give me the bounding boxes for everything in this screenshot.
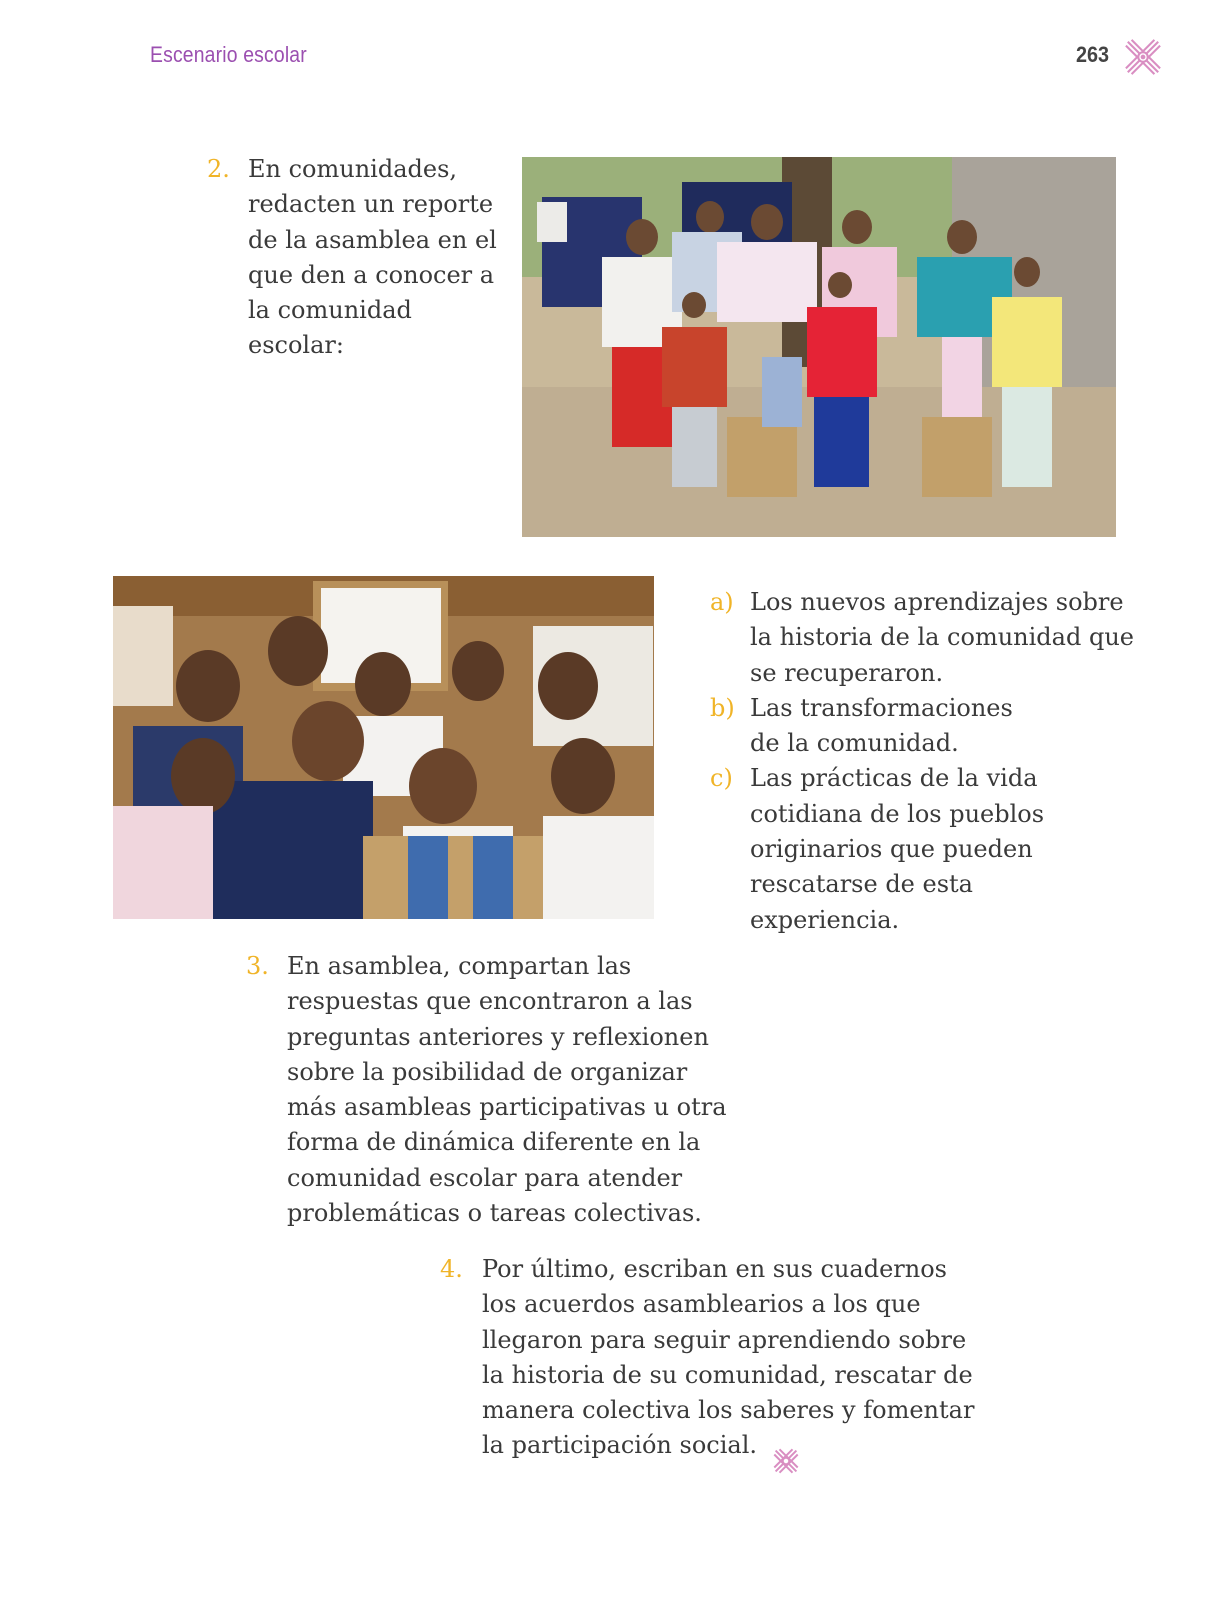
item-2-number: 2. bbox=[207, 155, 230, 183]
sub-item-a bbox=[710, 585, 1150, 691]
sub-item-a-text: Los nuevos aprendizajes sobre la historia de la comunidad que se recuperaron. bbox=[750, 588, 1134, 687]
sub-item-a-letter: a) bbox=[710, 588, 734, 616]
woven-cross-icon bbox=[773, 1448, 799, 1474]
community-group-photo bbox=[522, 157, 1116, 537]
sub-item-c-letter: c) bbox=[710, 764, 733, 793]
sub-question-list bbox=[710, 585, 1150, 938]
sub-item-c-text: Las prácticas de la vida cotidiana de los pueblos originarios que pueden rescatarse de esta experiencia. bbox=[750, 764, 1045, 934]
item-4-number: 4. bbox=[440, 1255, 463, 1283]
item-4-text: Por último, escriban en sus cuadernos los acuerdos asamblearios a los que llegaron para seguir aprendiendo sobre la historia de su comunidad, rescatar de manera colectiva los saberes y fomentar la participación social. bbox=[482, 1255, 975, 1460]
item-2-text: En comunidades, redacten un reporte de la asamblea en el que den a conocer a la comunidad escolar: bbox=[248, 155, 497, 360]
page-number: 263 bbox=[1076, 42, 1110, 67]
section-title: Escenario escolar bbox=[150, 42, 307, 67]
sub-item-b-text: Las transformaciones de la comunidad. bbox=[750, 693, 1013, 758]
schoolchildren-photo bbox=[113, 576, 654, 919]
item-3-text: En asamblea, compartan las respuestas que encontraron a las preguntas anteriores y reflexionen sobre la posibilidad de organizar más asambleas participativas u otra forma de dinámica diferente en la comunidad escolar para atender problemáticas o tareas colectivas. bbox=[287, 952, 727, 1228]
sub-item-c bbox=[710, 761, 1090, 937]
item-3-number: 3. bbox=[246, 952, 269, 980]
sub-item-b-letter: b) bbox=[710, 693, 735, 722]
sub-item-b bbox=[710, 691, 1020, 762]
woven-cross-icon bbox=[1124, 38, 1162, 76]
